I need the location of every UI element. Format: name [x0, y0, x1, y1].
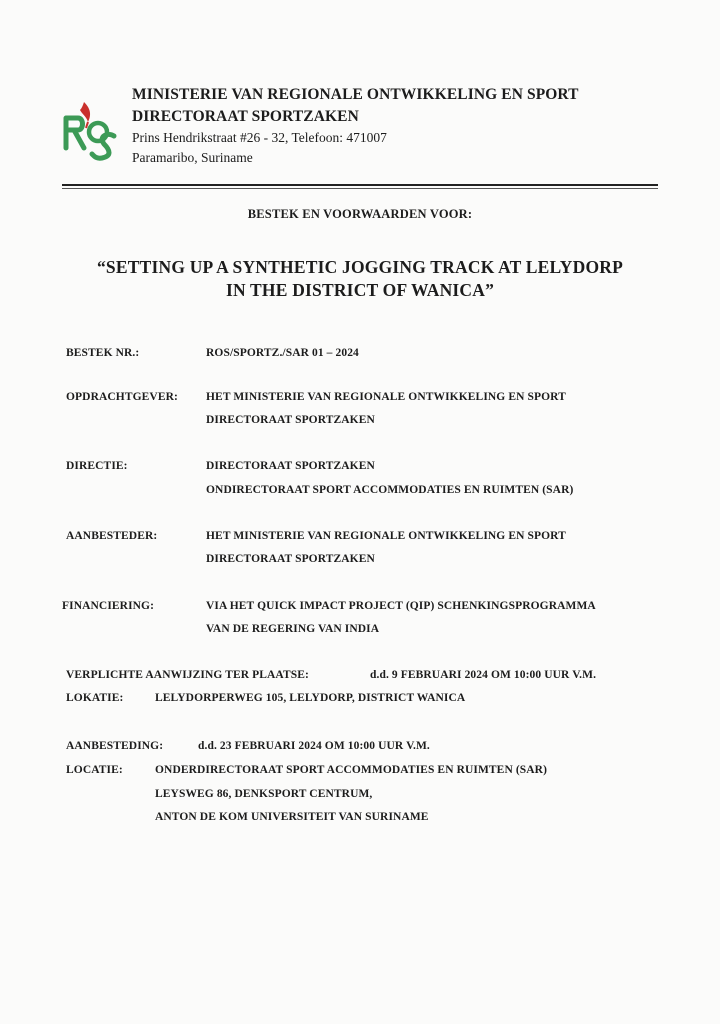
tender-location-line-3: ANTON DE KOM UNIVERSITEIT VAN SURINAME — [155, 811, 429, 823]
tender-location-line-1: ONDERDIRECTORAAT SPORT ACCOMMODATIES EN RUIMTEN (SAR) — [155, 764, 547, 776]
aanbesteder-value-1: HET MINISTERIE VAN REGIONALE ONTWIKKELING EN SPORT — [206, 530, 566, 542]
document-subtitle: BESTEK EN VOORWAARDEN VOOR: — [247, 207, 473, 221]
org-name: MINISTERIE VAN REGIONALE ONTWIKKELING EN SPORT — [132, 86, 579, 103]
site-visit-label: VERPLICHTE AANWIJZING TER PLAATSE: — [66, 669, 309, 681]
tender-location-line-2: LEYSWEG 86, DENKSPORT CENTRUM, — [155, 788, 373, 800]
site-visit-location-value: LELYDORPERWEG 105, LELYDORP, DISTRICT WANICA — [155, 692, 466, 704]
tender-location-label: LOCATIE: — [66, 764, 123, 776]
document-title — [0, 256, 720, 302]
tender-date: d.d. 23 FEBRUARI 2024 OM 10:00 UUR V.M. — [198, 740, 430, 752]
opdrachtgever-value-1: HET MINISTERIE VAN REGIONALE ONTWIKKELING EN SPORT — [206, 391, 566, 403]
directie-label: DIRECTIE: — [66, 460, 128, 472]
opdrachtgever-value-2: DIRECTORAAT SPORTZAKEN — [206, 414, 375, 426]
site-visit-date: d.d. 9 FEBRUARI 2024 OM 10:00 UUR V.M. — [370, 669, 597, 681]
opdrachtgever-label: OPDRACHTGEVER: — [66, 391, 178, 403]
header-divider-thin — [62, 188, 658, 189]
aanbesteder-label: AANBESTEDER: — [66, 530, 158, 542]
org-header — [132, 84, 579, 168]
org-address: Prins Hendrikstraat #26 - 32, Telefoon: 471007 — [132, 130, 387, 145]
tender-label: AANBESTEDING: — [66, 740, 164, 752]
title-line-2: IN THE DISTRICT OF WANICA” — [225, 280, 495, 300]
bestek-label: BESTEK NR.: — [66, 347, 140, 359]
org-city: Paramaribo, Suriname — [132, 150, 253, 165]
title-line-1: “SETTING UP A SYNTHETIC JOGGING TRACK AT LELYDORP — [96, 257, 624, 277]
ros-logo-icon — [62, 98, 122, 162]
bestek-value: ROS/SPORTZ./SAR 01 – 2024 — [206, 347, 359, 359]
financiering-label: FINANCIERING: — [62, 600, 155, 612]
header-divider — [62, 184, 658, 186]
directie-value-1: DIRECTORAAT SPORTZAKEN — [206, 460, 375, 472]
site-visit-location-label: LOKATIE: — [66, 692, 124, 704]
directie-value-2: ONDIRECTORAAT SPORT ACCOMMODATIES EN RUIMTEN (SAR) — [206, 484, 574, 496]
financiering-value-2: VAN DE REGERING VAN INDIA — [206, 623, 380, 635]
org-department: DIRECTORAAT SPORTZAKEN — [132, 108, 359, 125]
financiering-value-1: VIA HET QUICK IMPACT PROJECT (QIP) SCHENKINGSPROGRAMMA — [206, 600, 596, 612]
aanbesteder-value-2: DIRECTORAAT SPORTZAKEN — [206, 553, 375, 565]
ros-logo — [62, 98, 122, 162]
